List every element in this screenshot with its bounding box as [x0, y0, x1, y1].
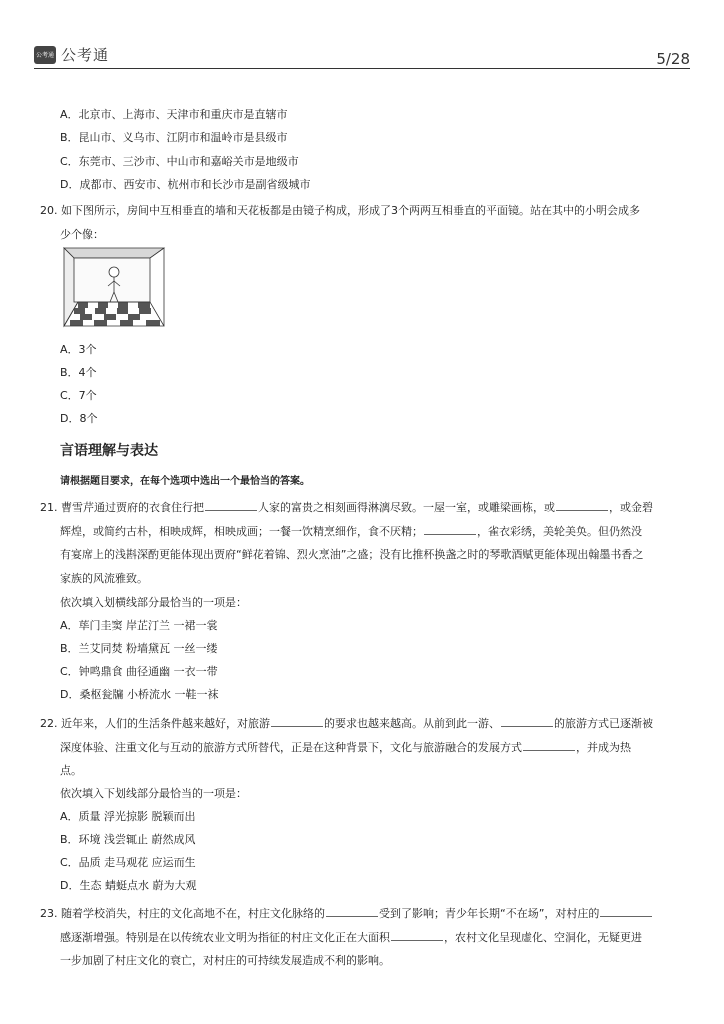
- q19-option-c: C．东莞市、三沙市、中山市和嘉峪关市是地级市: [60, 155, 299, 168]
- answer-blank: [424, 524, 476, 535]
- q21-option-a: A．荜门圭窦 岸芷汀兰 一裙一裳: [60, 619, 218, 632]
- q22-option-c: C．品质 走马观花 应运而生: [60, 856, 196, 869]
- answer-blank: [556, 500, 608, 511]
- q20-stem-line1: 20. 如下图所示，房间中互相垂直的墙和天花板都是由镜子构成，形成了3个两两互相垂直的平面镜。站在其中的小明会成多: [40, 204, 640, 217]
- q23-text-segment: 感逐渐增强。特别是在以传统农业文明为指征的村庄文化正在大面积: [60, 931, 390, 944]
- q22-stem-line2: [60, 740, 631, 755]
- q22-text-segment: 的要求也越来越高。从前到此一游、: [324, 717, 500, 730]
- brand-name: 公考通: [61, 46, 110, 64]
- page-header: [0, 0, 724, 70]
- q19-option-b: B．昆山市、义乌市、江阴市和温岭市是县级市: [60, 131, 288, 144]
- q19-option-a: A．北京市、上海市、天津市和重庆市是直辖市: [60, 108, 288, 121]
- q19-option-d: D．成都市、西安市、杭州市和长沙市是副省级城市: [60, 178, 311, 191]
- q22-stem-line1: [40, 716, 653, 731]
- q21-stem-line2: [60, 524, 642, 539]
- q22-text-segment: 深度体验、注重文化与互动的旅游方式所替代，正是在这种背景下，文化与旅游融合的发展方式: [60, 741, 522, 754]
- q21-stem-line1: [40, 500, 653, 515]
- q22-option-a: A．质量 浮光掠影 脱颖而出: [60, 810, 196, 823]
- q21-option-d: D．桑枢瓮牖 小桥流水 一鞋一袜: [60, 688, 219, 701]
- answer-blank: [271, 716, 323, 727]
- q21-text-segment: 21. 曹雪芹通过贾府的衣食住行把: [40, 501, 204, 514]
- section-instruction: 请根据题目要求，在每个选项中选出一个最恰当的答案。: [60, 476, 310, 487]
- q23-stem-line2: [60, 930, 642, 945]
- logo-badge-icon: 公考通: [34, 46, 56, 64]
- q21-stem-line4: 家族的风流雅致。: [60, 572, 148, 585]
- q23-text-segment: ，农村文化呈现虚化、空洞化，无疑更进: [444, 931, 642, 944]
- mirror-room-figure: [62, 246, 166, 328]
- brand-logo: [34, 44, 109, 65]
- answer-blank: [501, 716, 553, 727]
- q21-prompt: 依次填入划横线部分最恰当的一项是：: [60, 596, 247, 609]
- q23-text-segment: 23. 随着学校消失，村庄的文化高地不在，村庄文化脉络的: [40, 907, 325, 920]
- q21-option-b: B．兰艾同焚 粉墙黛瓦 一丝一缕: [60, 642, 218, 655]
- q20-stem-line2: 少个像：: [60, 228, 104, 241]
- q21-stem-line3: 有宴席上的浅斟深酌更能体现出贾府“鲜花着锦、烈火烹油”之盛；没有比推杯换盏之时的琴歌酒赋更能体现出翰墨书香之: [60, 548, 644, 561]
- q23-stem-line3: 一步加剧了村庄文化的衰亡，对村庄的可持续发展造成不利的影响。: [60, 954, 390, 967]
- q22-option-b: B．环境 浅尝辄止 蔚然成风: [60, 833, 196, 846]
- q21-option-c: C．钟鸣鼎食 曲径通幽 一衣一带: [60, 665, 218, 678]
- header-divider: [34, 68, 690, 69]
- q22-stem-line3: 点。: [60, 764, 82, 777]
- q22-text-segment: 22. 近年来，人们的生活条件越来越好，对旅游: [40, 717, 270, 730]
- q20-option-d: D．8个: [60, 412, 98, 425]
- q20-option-c: C．7个: [60, 389, 97, 402]
- q21-text-segment: 辉煌，或简约古朴，相映成辉，相映成画；一餐一饮精烹细作，食不厌精；: [60, 525, 423, 538]
- q23-stem-line1: [40, 906, 653, 921]
- page-number: 5/28: [656, 50, 690, 68]
- q22-prompt: 依次填入下划线部分最恰当的一项是：: [60, 787, 247, 800]
- q22-text-segment: ，并成为热: [576, 741, 631, 754]
- q20-option-b: B．4个: [60, 366, 97, 379]
- answer-blank: [523, 740, 575, 751]
- section-title: 言语理解与表达: [60, 443, 158, 459]
- q21-text-segment: ，雀衣彩绣，美轮美奂。但仍然没: [477, 525, 642, 538]
- q22-option-d: D．生态 蜻蜓点水 蔚为大观: [60, 879, 197, 892]
- q20-option-a: A．3个: [60, 343, 97, 356]
- answer-blank: [600, 906, 652, 917]
- q23-text-segment: 受到了影响；青少年长期“不在场”，对村庄的: [379, 907, 600, 920]
- answer-blank: [326, 906, 378, 917]
- q21-text-segment: ，或金碧: [609, 501, 653, 514]
- q21-text-segment: 人家的富贵之相刻画得淋漓尽致。一屋一室，或雕梁画栋，或: [258, 501, 555, 514]
- answer-blank: [391, 930, 443, 941]
- answer-blank: [205, 500, 257, 511]
- q22-text-segment: 的旅游方式已逐渐被: [554, 717, 653, 730]
